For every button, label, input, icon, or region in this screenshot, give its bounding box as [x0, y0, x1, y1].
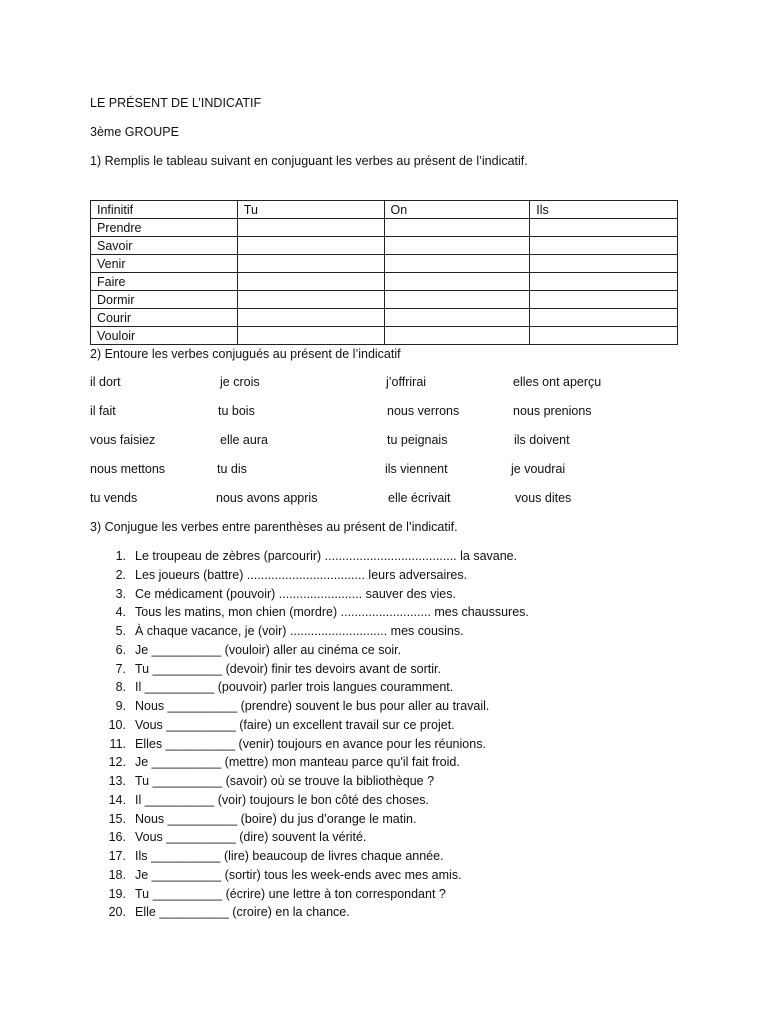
answer-cell[interactable] [237, 219, 384, 237]
item-text: Ils __________ (lire) beaucoup de livres chaque année. [135, 849, 444, 863]
item-text: Tous les matins, mon chien (mordre) .......................... mes chaussures. [135, 605, 529, 620]
verb-row [90, 374, 650, 403]
list-item[interactable] [90, 586, 529, 605]
conjugation-table [90, 200, 678, 345]
table-row [91, 273, 678, 291]
item-text: Je __________ (vouloir) aller au cinéma ce soir. [135, 642, 402, 657]
item-number: 6. [115, 642, 126, 657]
answer-cell[interactable] [237, 291, 384, 309]
list-item[interactable] [90, 567, 529, 586]
item-text: Nous __________ (boire) du jus d’orange le matin. [135, 811, 417, 826]
answer-cell[interactable] [237, 273, 384, 291]
answer-cell[interactable] [237, 327, 384, 345]
answer-cell[interactable] [237, 255, 384, 273]
list-item[interactable] [90, 698, 529, 717]
table-header-row [91, 201, 678, 219]
item-text: Le troupeau de zèbres (parcourir) ...................................... la savane. [135, 549, 518, 563]
answer-cell[interactable] [530, 309, 678, 327]
item-number: 10. [108, 717, 126, 732]
verb-cell: Prendre [91, 219, 238, 237]
verb-option[interactable]: tu vends [90, 491, 138, 505]
verb-option[interactable]: ils doivent [514, 433, 570, 447]
item-number: 11. [109, 736, 126, 751]
item-number: 20. [108, 905, 126, 920]
list-item[interactable] [90, 848, 529, 867]
verb-option[interactable]: vous faisiez [90, 433, 156, 447]
verb-option[interactable]: elles ont aperçu [513, 375, 602, 389]
answer-cell[interactable] [384, 309, 530, 327]
header-infinitif: Infinitif [91, 201, 238, 219]
item-number: 14. [108, 792, 126, 807]
list-item[interactable] [90, 867, 529, 886]
table-row [91, 327, 678, 345]
verb-cell: Faire [91, 273, 238, 291]
answer-cell[interactable] [530, 273, 678, 291]
item-text: Vous __________ (dire) souvent la vérité. [135, 830, 367, 845]
verb-row [90, 461, 650, 490]
item-number: 1. [115, 549, 126, 563]
answer-cell[interactable] [530, 237, 678, 255]
item-number: 4. [115, 605, 126, 620]
verb-option[interactable]: elle aura [220, 433, 268, 447]
item-text: Les joueurs (battre) .................................. leurs adversaires. [135, 567, 468, 582]
item-text: Ce médicament (pouvoir) ........................ sauver des vies. [135, 586, 456, 601]
group-label: 3ème GROUPE [90, 125, 179, 139]
verb-option[interactable]: ils viennent [385, 462, 448, 476]
verb-option[interactable]: nous mettons [90, 462, 166, 476]
verb-option[interactable]: nous prenions [513, 404, 592, 418]
verb-option[interactable]: je crois [220, 375, 260, 389]
list-item[interactable] [90, 811, 529, 830]
item-text: Elles __________ (venir) toujours en avance pour les réunions. [135, 736, 486, 751]
item-text: Tu __________ (savoir) où se trouve la bibliothèque ? [135, 774, 435, 788]
item-number: 7. [115, 661, 126, 676]
verb-cell: Courir [91, 309, 238, 327]
list-item[interactable] [90, 886, 529, 905]
answer-cell[interactable] [530, 219, 678, 237]
item-text: Vous __________ (faire) un excellent travail sur ce projet. [135, 717, 455, 732]
verb-cell: Venir [91, 255, 238, 273]
item-number: 16. [108, 830, 126, 845]
item-number: 13. [108, 774, 126, 788]
item-number: 3. [115, 586, 126, 601]
verb-option[interactable]: tu bois [218, 404, 255, 418]
list-item[interactable] [90, 829, 529, 848]
section3-instruction: 3) Conjugue les verbes entre parenthèses au présent de l’indicatif. [90, 520, 458, 534]
verb-option[interactable]: elle écrivait [388, 491, 451, 505]
verb-option[interactable]: tu dis [217, 462, 247, 476]
answer-cell[interactable] [384, 255, 530, 273]
item-text: Il __________ (pouvoir) parler trois langues couramment. [135, 680, 454, 695]
item-text: Tu __________ (écrire) une lettre à ton correspondant ? [135, 886, 446, 901]
verb-cell: Savoir [91, 237, 238, 255]
list-item[interactable] [90, 661, 529, 680]
verb-option[interactable]: il fait [90, 404, 116, 418]
verb-cell: Dormir [91, 291, 238, 309]
list-item[interactable] [90, 642, 529, 661]
page-title: LE PRÉSENT DE L’INDICATIF [90, 96, 262, 110]
item-text: Elle __________ (croire) en la chance. [135, 905, 350, 920]
item-number: 19. [108, 886, 126, 901]
answer-cell[interactable] [237, 309, 384, 327]
answer-cell[interactable] [530, 255, 678, 273]
exercise-list [90, 548, 529, 923]
item-number: 12. [108, 755, 126, 770]
item-number: 5. [115, 624, 126, 638]
table-row [91, 237, 678, 255]
answer-cell[interactable] [384, 237, 530, 255]
item-number: 2. [115, 567, 126, 582]
verb-row [90, 490, 650, 519]
verb-option[interactable]: tu peignais [387, 433, 448, 447]
verb-option[interactable]: je voudrai [511, 462, 566, 476]
answer-cell[interactable] [530, 291, 678, 309]
table-row [91, 255, 678, 273]
list-item[interactable] [90, 904, 529, 923]
item-number: 8. [115, 680, 126, 695]
verb-option[interactable]: j’offrirai [386, 375, 427, 389]
table-row [91, 309, 678, 327]
item-text: Il __________ (voir) toujours le bon côté des choses. [135, 792, 429, 807]
list-item[interactable] [90, 717, 529, 736]
section1-instruction: 1) Remplis le tableau suivant en conjuguant les verbes au présent de l’indicatif. [90, 154, 528, 168]
verb-row [90, 432, 650, 461]
item-text: Nous __________ (prendre) souvent le bus pour aller au travail. [135, 699, 490, 713]
list-item[interactable] [90, 548, 529, 567]
table-row [91, 219, 678, 237]
header-on: On [384, 201, 530, 219]
item-number: 17. [108, 849, 126, 863]
answer-cell[interactable] [237, 237, 384, 255]
item-text: À chaque vacance, je (voir) ............................ mes cousins. [135, 624, 464, 638]
item-number: 18. [108, 867, 126, 882]
verb-cell: Vouloir [91, 327, 238, 345]
answer-cell[interactable] [384, 327, 530, 345]
item-number: 15. [108, 811, 126, 826]
answer-cell[interactable] [384, 273, 530, 291]
list-item[interactable] [90, 679, 529, 698]
item-number: 9. [115, 699, 126, 713]
item-text: Tu __________ (devoir) finir tes devoirs avant de sortir. [135, 661, 441, 676]
list-item[interactable] [90, 773, 529, 792]
list-item[interactable] [90, 754, 529, 773]
verb-option[interactable]: nous verrons [387, 404, 460, 418]
header-ils: Ils [530, 201, 678, 219]
verb-option[interactable]: nous avons appris [216, 491, 318, 505]
table-row [91, 291, 678, 309]
answer-cell[interactable] [530, 327, 678, 345]
list-item[interactable] [90, 792, 529, 811]
list-item[interactable] [90, 736, 529, 755]
item-text: Je __________ (mettre) mon manteau parce qu'il fait froid. [135, 755, 460, 770]
item-text: Je __________ (sortir) tous les week-ends avec mes amis. [135, 867, 462, 882]
list-item[interactable] [90, 604, 529, 623]
verb-option[interactable]: vous dites [515, 491, 572, 505]
list-item[interactable] [90, 623, 529, 642]
header-tu: Tu [237, 201, 384, 219]
answer-cell[interactable] [384, 291, 530, 309]
verb-grid [90, 374, 650, 519]
answer-cell[interactable] [384, 219, 530, 237]
section2-instruction: 2) Entoure les verbes conjugués au présent de l’indicatif [90, 347, 401, 361]
verb-row [90, 403, 650, 432]
verb-option[interactable]: il dort [90, 375, 121, 389]
